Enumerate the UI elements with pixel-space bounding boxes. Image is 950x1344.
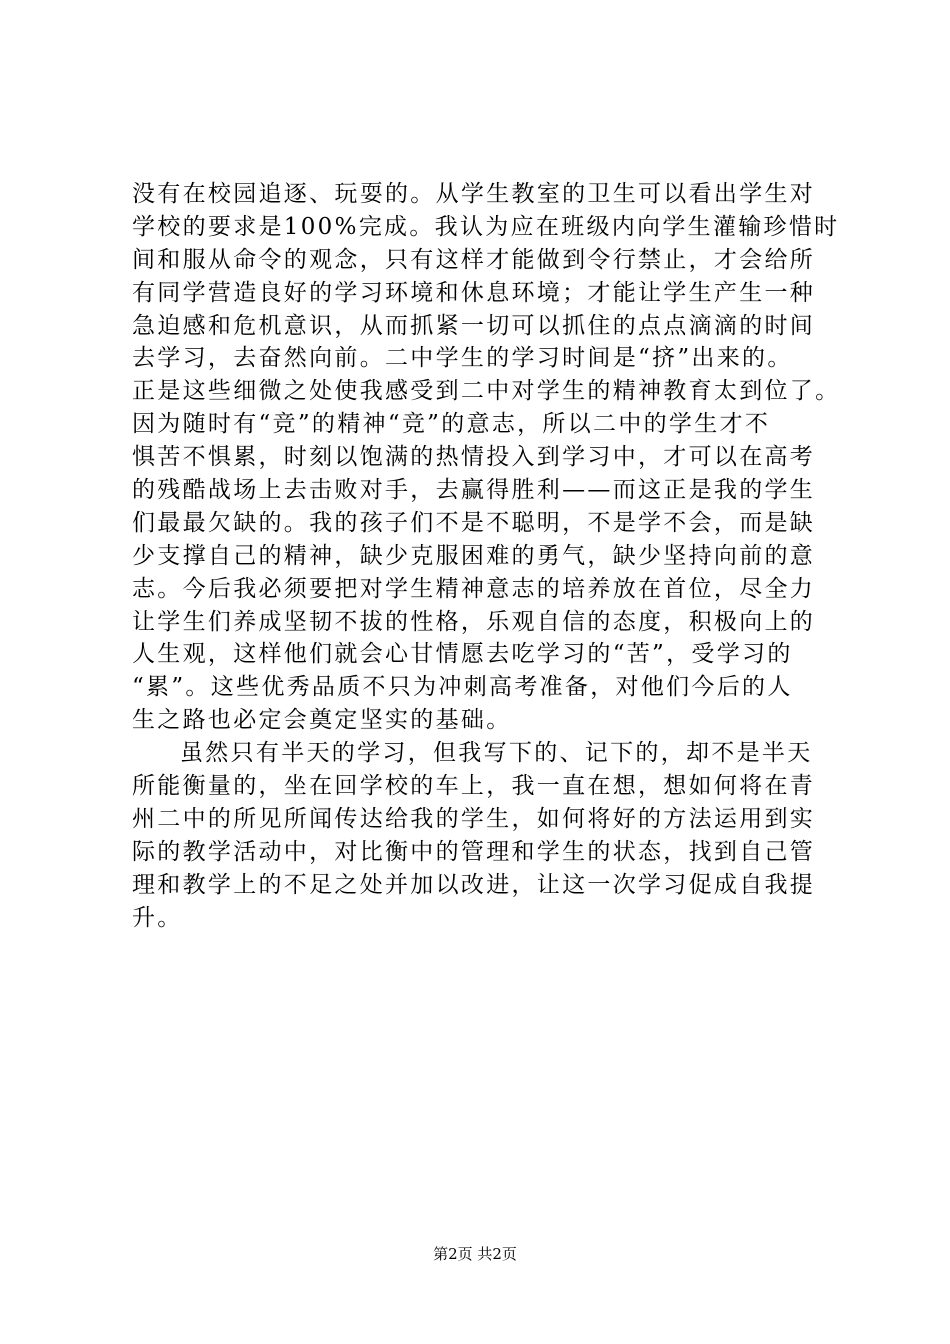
text-line: 理和教学上的不足之处并加以改进，让这一次学习促成自我提: [132, 871, 816, 898]
page-number-footer: 第2页 共2页: [433, 1245, 517, 1263]
text-line: 因为随时有“竞”的精神“竞”的意志，所以二中的学生才不: [132, 411, 771, 438]
paragraph-first-line: 虽然只有半天的学习，但我写下的、记下的，却不是半天: [180, 740, 813, 767]
text-line: 少支撑自己的精神，缺少克服困难的勇气，缺少坚持向前的意: [132, 542, 816, 569]
text-line: 有同学营造良好的学习环境和休息环境；才能让学生产生一种: [132, 279, 816, 306]
text-line: “累”。这些优秀品质不只为冲刺高考准备，对他们今后的人: [132, 674, 793, 701]
text-line: 学校的要求是100%完成。我认为应在班级内向学生灌输珍惜时: [132, 213, 840, 240]
text-line: 的残酷战场上去击败对手，去赢得胜利——而这正是我的学生: [132, 477, 816, 504]
text-line: 所能衡量的，坐在回学校的车上，我一直在想，想如何将在青: [132, 773, 816, 800]
text-line: 州二中的所见所闻传达给我的学生，如何将好的方法运用到实: [132, 805, 816, 832]
text-line: 去学习，去奋然向前。二中学生的学习时间是“挤”出来的。: [132, 345, 793, 372]
body-text: [132, 178, 852, 934]
text-line: 没有在校园追逐、玩耍的。从学生教室的卫生可以看出学生对: [132, 181, 816, 207]
text-line: 惧苦不惧累，时刻以饱满的热情投入到学习中，才可以在高考: [132, 444, 816, 471]
text-line: 让学生们养成坚韧不拔的性格，乐观自信的态度，积极向上的: [132, 608, 816, 635]
text-line: 正是这些细微之处使我感受到二中对学生的精神教育太到位了。: [132, 378, 841, 405]
text-line: 人生观，这样他们就会心甘情愿去吃学习的“苦”，受学习的: [132, 641, 793, 668]
text-line: 们最最欠缺的。我的孩子们不是不聪明，不是学不会，而是缺: [132, 509, 816, 536]
text-line: 升。: [132, 904, 183, 931]
text-line: 志。今后我必须要把对学生精神意志的培养放在首位，尽全力: [132, 575, 816, 602]
text-line: 生之路也必定会奠定坚实的基础。: [132, 707, 512, 734]
text-line: 际的教学活动中，对比衡中的管理和学生的状态，找到自己管: [132, 838, 816, 865]
text-line: 急迫感和危机意识，从而抓紧一切可以抓住的点点滴滴的时间: [132, 312, 816, 339]
text-line: 间和服从命令的观念，只有这样才能做到令行禁止，才会给所: [132, 246, 816, 273]
